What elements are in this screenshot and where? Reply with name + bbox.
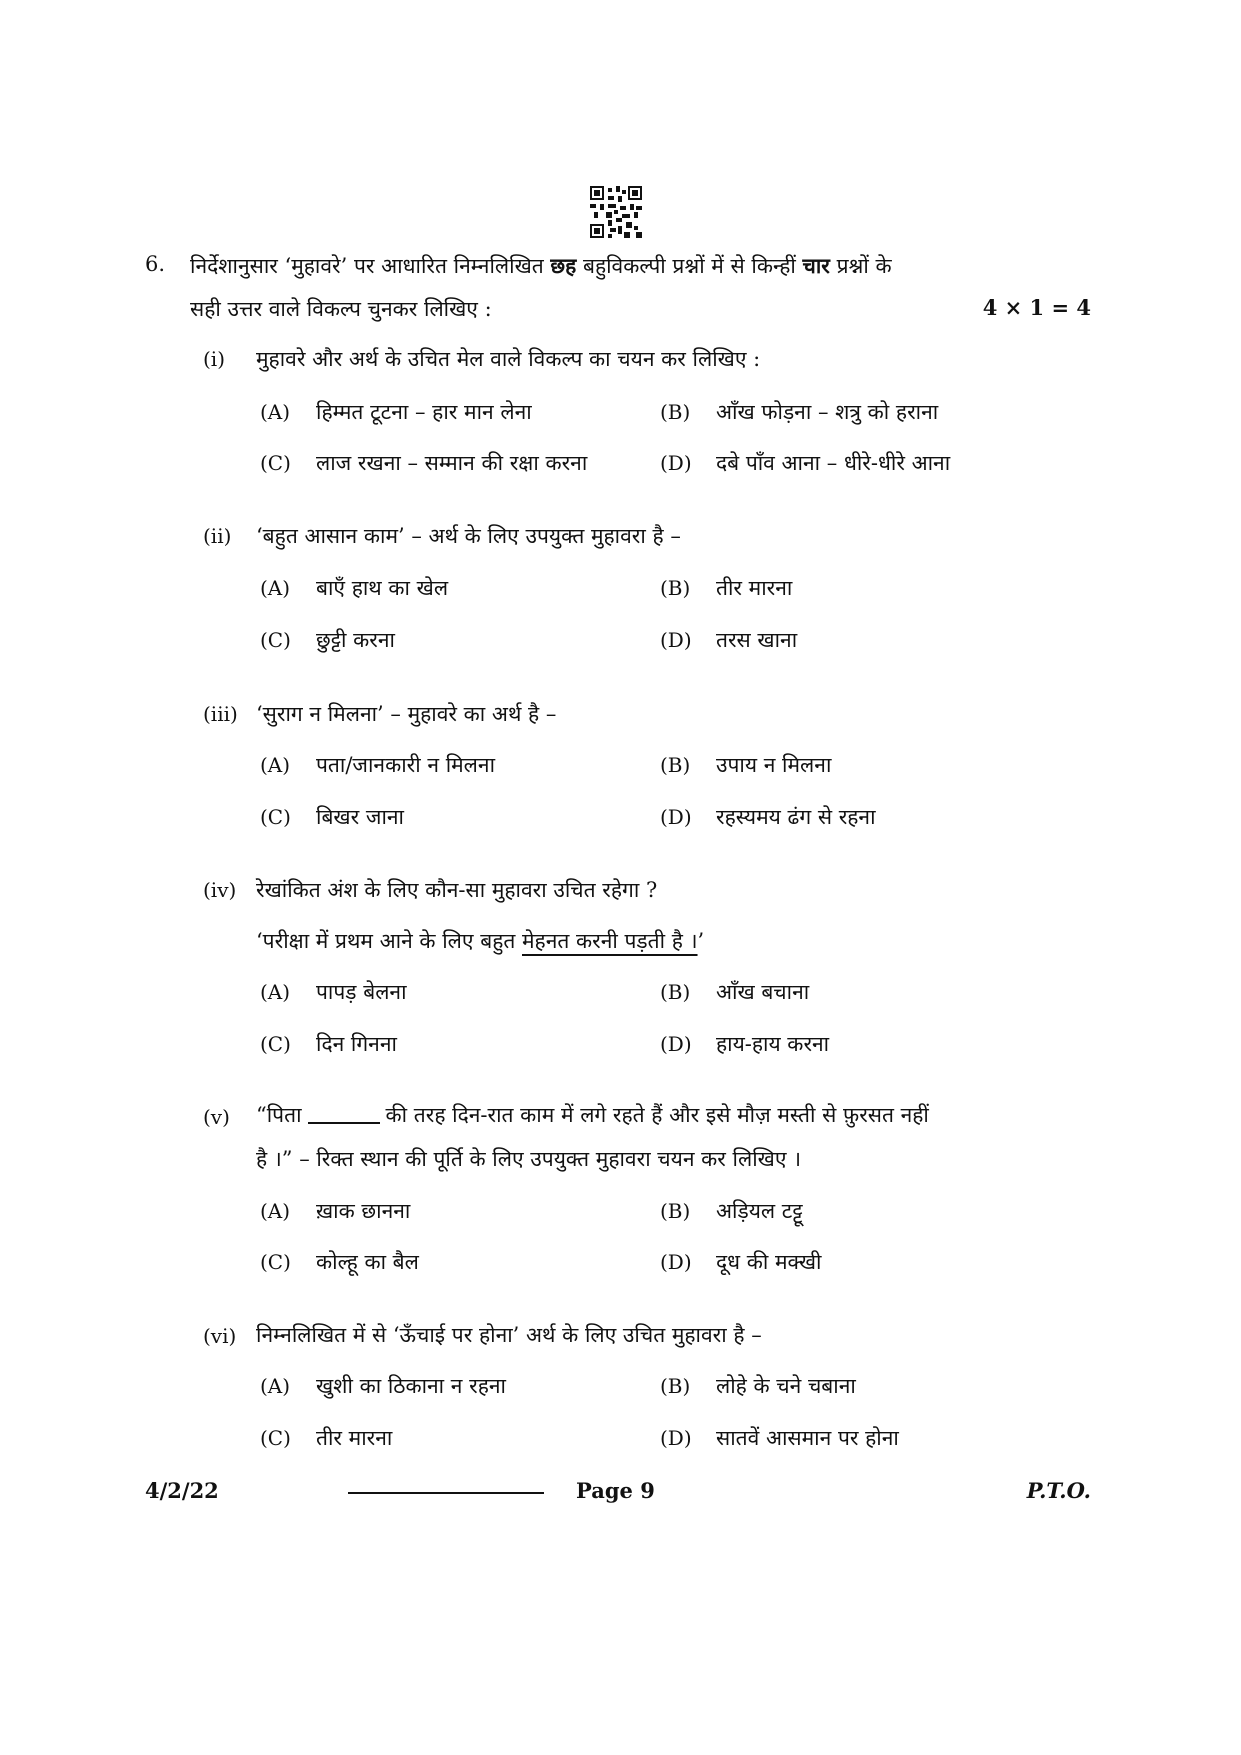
underlined-phrase: मेहनत करनी पड़ती है । [522, 929, 698, 953]
sub-question-text: ‘सुराग न मिलना’ – मुहावरे का अर्थ है – [256, 702, 557, 726]
footer-divider [348, 1492, 544, 1494]
option: (A) हिम्मत टूटना – हार मान लेना [260, 400, 532, 424]
sub-question-text: निम्नलिखित में से ‘ऊँचाई पर होना’ अर्थ के लिए उचित मुहावरा है – [256, 1323, 762, 1347]
sub-question-number: (v) [203, 1105, 230, 1129]
sub-question-text-line-2: है ।” – रिक्त स्थान की पूर्ति के लिए उपयुक्त मुहावरा चयन कर लिखिए । [256, 1147, 802, 1171]
example-sentence: ‘परीक्षा में प्रथम आने के लिए बहुत मेहनत करनी पड़ती है ।’ [256, 929, 705, 953]
option: (B) आँख बचाना [660, 980, 810, 1004]
option: (B) आँख फोड़ना – शत्रु को हराना [660, 400, 939, 424]
please-turn-over: P.T.O. [1026, 1478, 1091, 1503]
sub-question-number: (iv) [203, 878, 237, 902]
option: (C) कोल्हू का बैल [260, 1250, 419, 1274]
option: (B) उपाय न मिलना [660, 753, 832, 777]
option: (C) तीर मारना [260, 1426, 393, 1450]
option: (D) दबे पाँव आना – धीरे-धीरे आना [660, 451, 951, 475]
sub-question-text: ‘बहुत आसान काम’ – अर्थ के लिए उपयुक्त मुहावरा है – [256, 524, 681, 548]
option: (B) तीर मारना [660, 576, 793, 600]
option: (C) बिखर जाना [260, 805, 404, 829]
question-number: 6. [145, 252, 166, 276]
qr-code-icon [590, 186, 642, 238]
option: (C) छुट्टी करना [260, 628, 395, 652]
page-number: Page 9 [576, 1478, 655, 1503]
option: (D) रहस्यमय ढंग से रहना [660, 805, 876, 829]
sub-question-number: (vi) [203, 1324, 237, 1348]
paper-code: 4/2/22 [145, 1478, 219, 1503]
option: (D) दूध की मक्खी [660, 1250, 822, 1274]
option: (A) बाएँ हाथ का खेल [260, 576, 449, 600]
question-line-2: सही उत्तर वाले विकल्प चुनकर लिखिए : [190, 297, 492, 321]
option: (A) पापड़ बेलना [260, 980, 407, 1004]
option: (A) ख़ाक छानना [260, 1199, 411, 1223]
option: (D) हाय-हाय करना [660, 1032, 830, 1056]
sub-question-number: (ii) [203, 524, 232, 548]
sub-question-text: मुहावरे और अर्थ के उचित मेल वाले विकल्प का चयन कर लिखिए : [256, 347, 761, 371]
option: (B) लोहे के चने चबाना [660, 1374, 856, 1398]
option: (C) दिन गिनना [260, 1032, 397, 1056]
sub-question-text: रेखांकित अंश के लिए कौन-सा मुहावरा उचित रहेगा ? [256, 878, 658, 902]
option: (A) खुशी का ठिकाना न रहना [260, 1374, 506, 1398]
sub-question-number: (iii) [203, 702, 238, 726]
sub-question-number: (i) [203, 347, 226, 371]
question-line-1: निर्देशानुसार ‘मुहावरे’ पर आधारित निम्नलिखित छह बहुविकल्पी प्रश्नों में से किन्हीं चार प्रश्नों के [190, 253, 892, 278]
option: (D) सातवें आसमान पर होना [660, 1426, 899, 1450]
option: (B) अड़ियल टट्टू [660, 1199, 803, 1223]
fill-in-blank [308, 1122, 380, 1124]
option: (D) तरस खाना [660, 628, 798, 652]
marks-allocation: 4 × 1 = 4 [982, 295, 1091, 320]
sub-question-text: “पिता की तरह दिन-रात काम में लगे रहते हैं और इसे मौज़ मस्ती से फ़ुरसत नहीं [256, 1103, 929, 1127]
option: (C) लाज रखना – सम्मान की रक्षा करना [260, 451, 588, 475]
option: (A) पता/जानकारी न मिलना [260, 753, 496, 777]
